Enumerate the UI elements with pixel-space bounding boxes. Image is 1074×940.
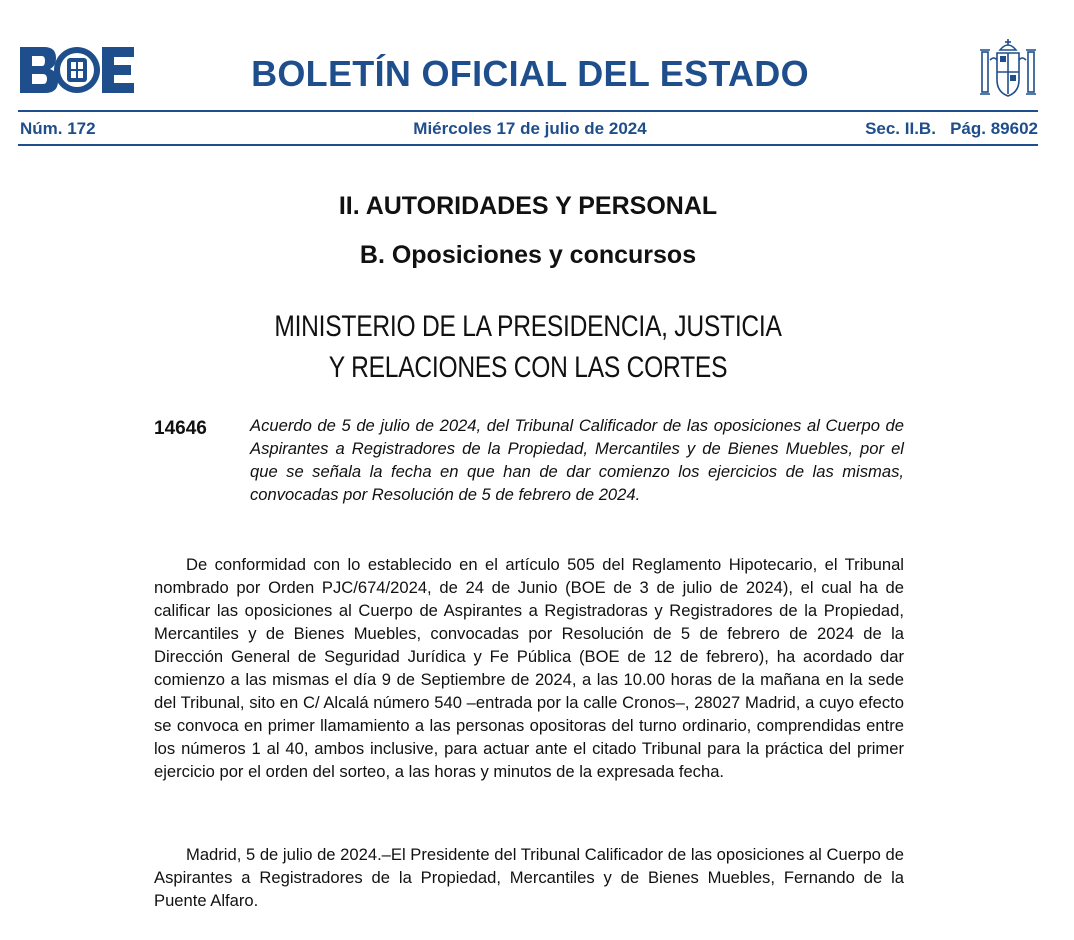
ministry-line-1: MINISTERIO DE LA PRESIDENCIA, JUSTICIA bbox=[274, 310, 782, 343]
issue-date: Miércoles 17 de julio de 2024 bbox=[413, 119, 647, 138]
section-page: Sec. II.B. Pág. 89602 bbox=[865, 119, 1038, 138]
header-rule-top bbox=[18, 110, 1038, 112]
coat-of-arms-icon bbox=[978, 36, 1038, 100]
issue-number: Núm. 172 bbox=[20, 119, 96, 138]
section-subtitle: B. Oposiciones y concursos bbox=[359, 241, 697, 269]
section-title: II. AUTORIDADES Y PERSONAL bbox=[338, 192, 718, 220]
boe-logo bbox=[18, 44, 136, 96]
header-rule-bottom bbox=[18, 144, 1038, 146]
entry-summary: Acuerdo de 5 de julio de 2024, del Tribunal Calificador de las oposiciones al Cuerpo de Aspirantes a Registradores de la Propiedad, Mercantiles y de Bienes Muebles, por el que se señala la fecha en que han de dar comienzo los ejercicios de las mismas, convocadas por Resolución de 5 de febrero de 2024. bbox=[250, 416, 904, 504]
entry-body: De conformidad con lo establecido en el artículo 505 del Reglamento Hipotecario, el Tribunal nombrado por Orden PJC/674/2024, de 24 de Junio (BOE de 3 de julio de 2024), el cual ha de calificar las oposiciones al Cuerpo de Aspirantes a Registradoras y Registradores de la Propiedad, Mercantiles y de Bienes Muebles, convocadas por Resolución de 5 de febrero de 2024 de la Dirección General de Seguridad Jurídica y Fe Pública (BOE de 12 de febrero), ha acordado dar comienzo a las mismas el día 9 de Septiembre de 2024, a las 10.00 horas de la mañana en la sede del Tribunal, sito en C/ Alcalá número 540 –entrada por la calle Cronos–, 28027 Madrid, a cuyo efecto se convoca en primer llamamiento a las personas opositoras del turno ordinario, comprendidas entre los números 1 al 40, ambos inclusive, para actuar ante el citado Tribunal para la práctica del primer ejercicio por el orden del sorteo, a las horas y minutos de la expresada fecha. bbox=[154, 555, 904, 781]
entry-number: 14646 bbox=[154, 418, 207, 439]
masthead-title: BOLETÍN OFICIAL DEL ESTADO bbox=[251, 53, 809, 94]
entry-signature: Madrid, 5 de julio de 2024.–El Presidente del Tribunal Calificador de las oposiciones al Cuerpo de Aspirantes a Registradores de la Propiedad, Mercantiles y de Bienes Muebles, Fernando de la Puente Alfaro. bbox=[154, 845, 904, 910]
ministry-line-2: Y RELACIONES CON LAS CORTES bbox=[328, 351, 728, 384]
